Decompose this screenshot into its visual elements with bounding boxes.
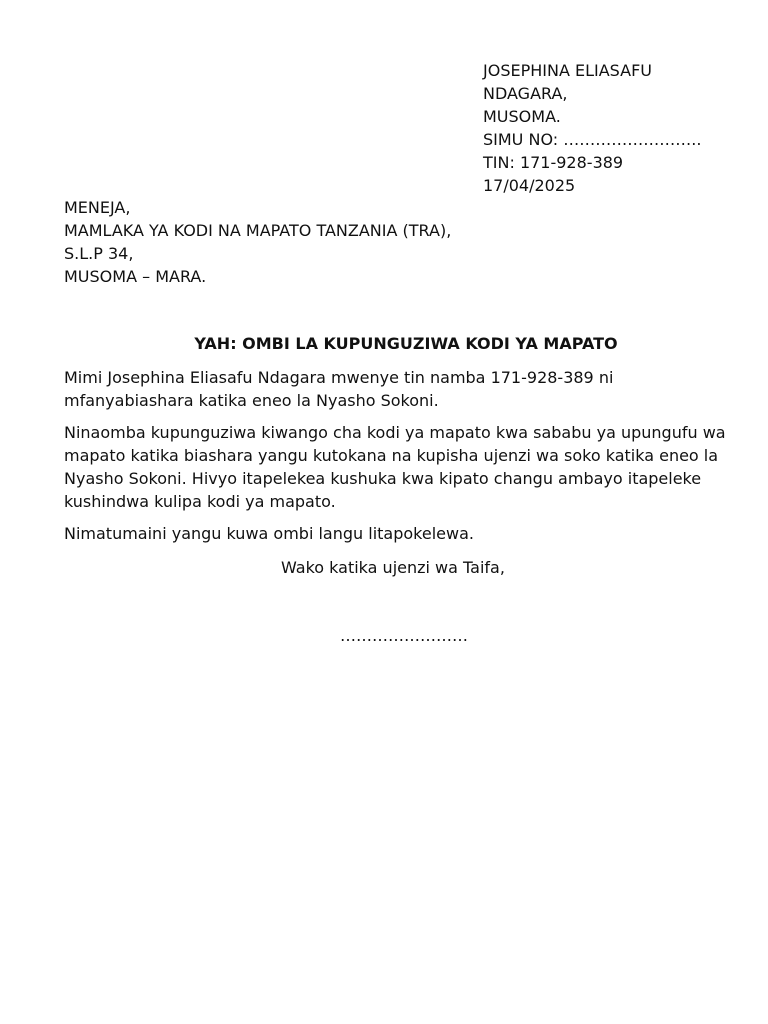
signature-line: …………………… [340, 626, 468, 645]
recipient-organization: MAMLAKA YA KODI NA MAPATO TANZANIA (TRA), [64, 221, 452, 240]
body-paragraph-hope: Nimatumaini yangu kuwa ombi langu litapokelewa. [64, 524, 474, 543]
sender-address-line: NDAGARA, [483, 84, 568, 103]
sender-town: MUSOMA. [483, 107, 561, 126]
letter-date: 17/04/2025 [483, 176, 576, 195]
recipient-city: MUSOMA – MARA. [64, 267, 207, 286]
body-paragraph-request: Ninaomba kupunguziwa kiwango cha kodi ya mapato kwa sababu ya upungufu wa mapato katika biashara yangu kutokana na kupisha ujenzi wa soko katika eneo la Nyasho Sokoni. Hivyo itapelekea kushuka kwa kipato changu ambayo itapeleke kushindwa kulipa kodi ya mapato. [64, 423, 726, 511]
recipient-address-block [64, 196, 724, 288]
recipient-po-box: S.L.P 34, [64, 244, 134, 263]
letter-closing: Wako katika ujenzi wa Taifa, [281, 558, 505, 577]
recipient-title: MENEJA, [64, 198, 131, 217]
sender-phone: SIMU NO: …………………….. [483, 130, 702, 149]
sender-tin: TIN: 171-928-389 [483, 153, 624, 172]
sender-name: JOSEPHINA ELIASAFU [483, 61, 652, 80]
sender-address-block [483, 59, 753, 197]
letter-subject: YAH: OMBI LA KUPUNGUZIWA KODI YA MAPATO [194, 334, 618, 353]
body-paragraph-intro: Mimi Josephina Eliasafu Ndagara mwenye tin namba 171-928-389 ni mfanyabiashara katika eneo la Nyasho Sokoni. [64, 368, 614, 410]
